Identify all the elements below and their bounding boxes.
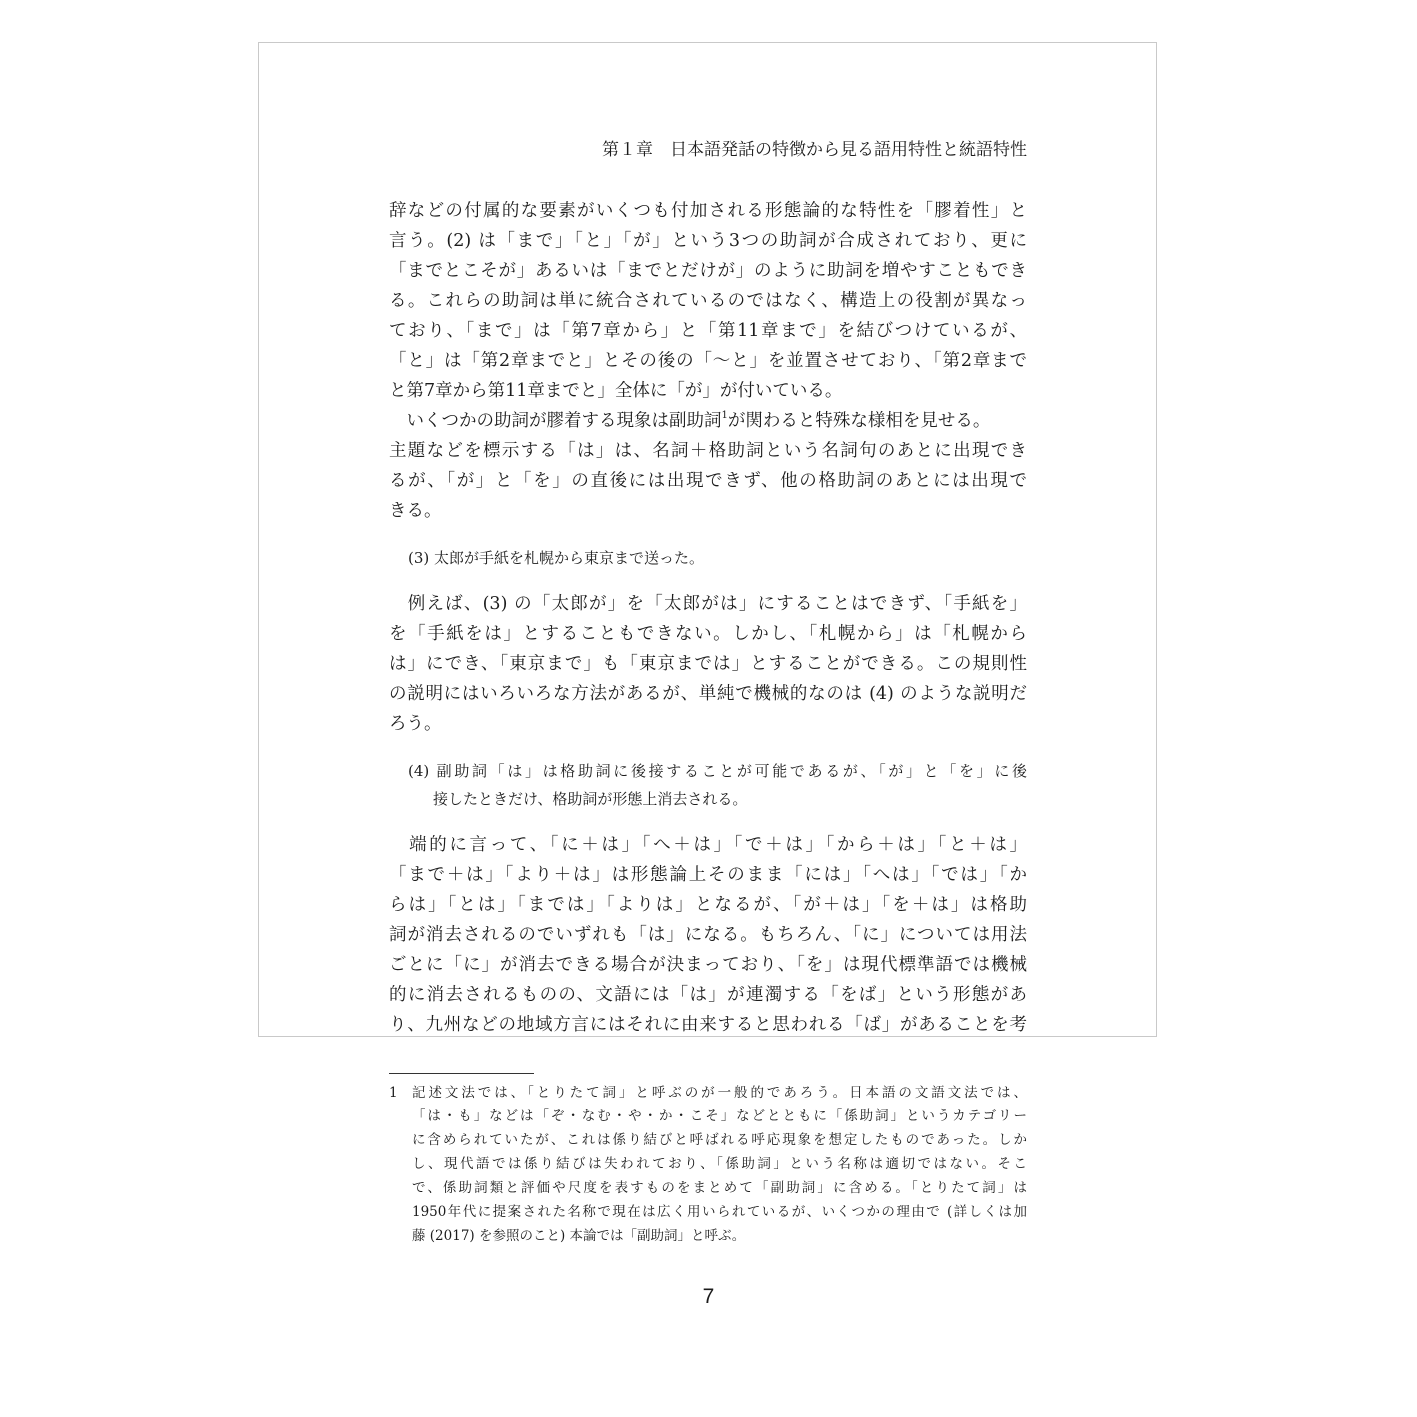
example-3: (3) 太郎が手紙を札幌から東京まで送った。 — [408, 549, 705, 567]
body-line — [389, 409, 1027, 433]
body-line: の説明にはいろいろな方法があるが、単純で機械的なのは (4) のような説明だ — [389, 684, 1027, 704]
footnote-divider — [389, 1073, 534, 1074]
body-line: と第7章から第11章までと」全体に「が」が付いている。 — [389, 381, 843, 401]
footnote-number: 1 — [389, 1085, 398, 1101]
footnote-line: し、現代語では係り結びは失われており、「係助詞」という名称は適切ではない。そこ — [412, 1156, 1027, 1172]
page-number: 7 — [702, 1285, 715, 1308]
body-line: 詞が消去されるのでいずれも「は」になる。もちろん、「に」については用法 — [389, 925, 1027, 945]
body-text: が関わると特殊な様相を見せる。 — [727, 411, 991, 431]
body-line: ており、「まで」は「第7章から」と「第11章まで」を結びつけているが、 — [389, 321, 1027, 341]
footnote-line: で、係助詞類と評価や尺度を表すものをまとめて「副助詞」に含める。「とりたて詞」は — [412, 1180, 1027, 1196]
body-line: 「まで＋は」「より＋は」は形態論上そのまま「には」「へは」「では」「か — [389, 865, 1027, 885]
body-line: 言う。(2) は「まで」「と」「が」という3つの助詞が合成されており、更に — [389, 231, 1027, 251]
body-line: を「手紙をは」とすることもできない。しかし、「札幌から」は「札幌から — [389, 624, 1027, 644]
footnote-line: 藤 (2017) を参照のこと) 本論では「副助詞」と呼ぶ。 — [412, 1228, 746, 1244]
body-line: らは」「とは」「までは」「よりは」となるが、「が＋は」「を＋は」は格助 — [389, 895, 1027, 915]
footnote-line: 「は・も」などは「ぞ・なむ・や・か・こそ」などとともに「係助詞」というカテゴリー — [412, 1108, 1027, 1124]
body-text: いくつかの助詞が膠着する現象は副助詞 — [389, 411, 722, 431]
footnote-line: 1950年代に提案された名称で現在は広く用いられているが、いくつかの理由で (詳しくは加 — [412, 1204, 1027, 1220]
page-sheet — [258, 42, 1157, 1037]
body-line: 主題などを標示する「は」は、名詞＋格助詞という名詞句のあとに出現でき — [389, 441, 1027, 461]
footnote-reference: 1 — [721, 410, 728, 421]
body-line: 例えば、(3) の「太郎が」を「太郎がは」にすることはできず、「手紙を」 — [389, 594, 1027, 614]
body-line: は」にでき、「東京まで」も「東京までは」とすることができる。この規則性 — [389, 654, 1027, 674]
body-line: ろう。 — [389, 714, 442, 734]
body-line: るが、「が」と「を」の直後には出現できず、他の格助詞のあとには出現で — [389, 471, 1027, 491]
body-line: る。これらの助詞は単に統合されているのではなく、構造上の役割が異なっ — [389, 291, 1027, 311]
body-line: 辞などの付属的な要素がいくつも付加される形態論的な特性を「膠着性」と — [389, 201, 1027, 221]
footnote-line: に含められていたが、これは係り結びと呼ばれる呼応現象を想定したものであった。しか — [412, 1132, 1027, 1148]
footnote-line: 記述文法では、「とりたて詞」と呼ぶのが一般的であろう。日本語の文語文法では、 — [412, 1085, 1027, 1101]
body-line: 「と」は「第2章までと」とその後の「～と」を並置させており、「第2章まで — [389, 351, 1027, 371]
body-line: 的に消去されるものの、文語には「は」が連濁する「をば」という形態があ — [389, 985, 1027, 1005]
body-line: きる。 — [389, 501, 442, 521]
body-line: り、九州などの地域方言にはそれに由来すると思われる「ば」があることを考 — [389, 1015, 1027, 1035]
example-4-line: 接したときだけ、格助詞が形態上消去される。 — [433, 790, 748, 808]
body-line: 端的に言って、「に＋は」「へ＋は」「で＋は」「から＋は」「と＋は」 — [389, 835, 1027, 855]
body-line: ごとに「に」が消去できる場合が決まっており、「を」は現代標準語では機械 — [389, 955, 1027, 975]
example-4-line: (4) 副助詞「は」は格助詞に後接することが可能であるが、「が」と「を」に後 — [408, 762, 1027, 780]
running-head: 第１章 日本語発話の特徴から見る語用特性と統語特性 — [602, 140, 1027, 160]
body-line: 「までとこそが」あるいは「までとだけが」のように助詞を増やすこともでき — [389, 261, 1027, 281]
